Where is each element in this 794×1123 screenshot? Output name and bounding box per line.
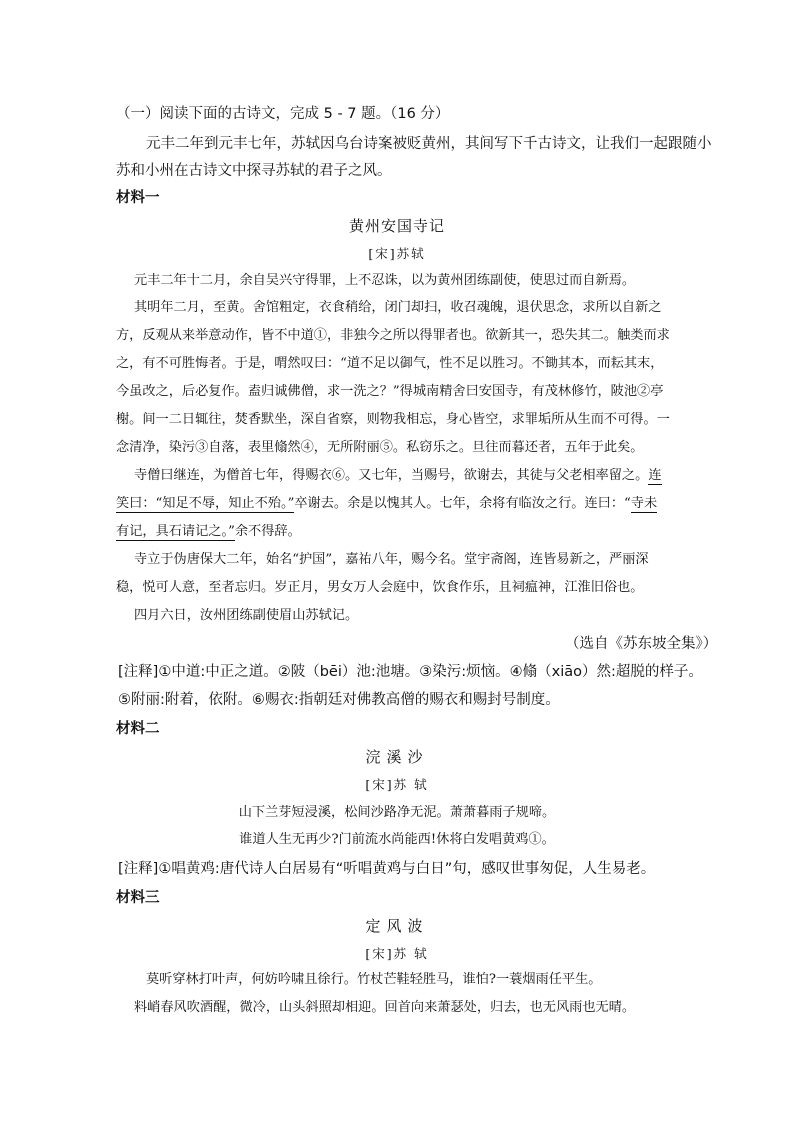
article-text: 余不得辞。 <box>234 524 301 539</box>
poem-line: 谁道人生无再少?门前流水尚能西!休将白发唱黄鸡①。 <box>239 832 555 847</box>
footnote-line: ⑤附丽:附着，依附。⑥赐衣:指朝廷对佛教高僧的赐衣和赐封号制度。 <box>118 692 560 708</box>
article-line: 其明年二月，至黄。舍馆粗定，衣食稍给，闭门却扫，收召魂魄，退伏思念，求所以自新之 <box>134 300 662 315</box>
material-label: 材料一 <box>116 190 160 206</box>
intro-paragraph-line: 苏和小州在古诗文中探寻苏轼的君子之风。 <box>116 163 392 179</box>
article-line: 榭。间一二日辄往，焚香默坐，深自省察，则物我相忘，身心皆空，求罪垢所从生而不可得。一 <box>116 412 670 427</box>
article-line: 念清净，染污③自落，表里翛然④，无所附丽⑤。私窃乐之。旦往而暮还者，五年于此矣。 <box>116 440 644 455</box>
underlined-text: 笑曰：“知足不辱，知止不殆。” <box>116 496 295 511</box>
article-author: [宋]苏轼 <box>368 246 426 261</box>
poem-title: 定风波 <box>365 917 429 935</box>
underlined-text: 连 <box>648 468 662 483</box>
poem-author: [宋]苏 轼 <box>365 946 429 961</box>
article-line <box>116 494 657 514</box>
material-label: 材料三 <box>116 890 160 906</box>
article-line: 寺立于伪唐保大二年，始名“护国”，嘉祐八年，赐今名。堂宇斋阁，连皆易新之，严丽深 <box>134 552 649 567</box>
source-citation: （选自《苏东坡全集》） <box>565 636 718 652</box>
material-label: 材料二 <box>116 721 160 737</box>
article-line <box>134 466 662 486</box>
article-text: 卒谢去。余是以愧其人。七年，余将有临汝之行。连曰：“ <box>294 496 631 511</box>
poem-line: 山下兰芽短浸溪，松间沙路净无泥。萧萧暮雨子规啼。 <box>238 805 556 820</box>
article-line: 元丰二年十二月，余自吴兴守得罪，上不忍诛，以为黄州团练副使，使思过而自新焉。 <box>134 273 636 288</box>
article-title: 黄州安国寺记 <box>348 217 445 235</box>
poem-title: 浣溪沙 <box>365 748 429 766</box>
poem-line: 料峭春风吹酒醒，微冷，山头斜照却相迎。回首向来萧瑟处，归去，也无风雨也无晴。 <box>134 1000 636 1015</box>
poem-author: [宋]苏 轼 <box>365 777 429 792</box>
underlined-text: 寺未 <box>630 496 658 511</box>
article-text: 寺僧曰继连，为僧首七年，得赐衣⑥。又七年，当赐号，欲谢去，其徒与父老相率留之。 <box>134 468 649 483</box>
article-signoff: 四月六日，汝州团练副使眉山苏轼记。 <box>134 608 359 623</box>
intro-paragraph-line: 元丰二年到元丰七年，苏轼因乌台诗案被贬黄州，其间写下千古诗文，让我们一起跟随小 <box>146 136 712 152</box>
section-heading: （一）阅读下面的古诗文，完成 5 - 7 题。（16 分） <box>116 106 450 122</box>
article-line: 之，有不可胜悔者。于是，喟然叹曰：“道不足以御气，性不足以胜习。不锄其本，而耘其末， <box>116 356 664 371</box>
footnote-line: [注释]①中道:中正之道。②陂（bēi）池:池塘。③染污:烦恼。④翛（xiāo）然:超脱的样子。 <box>118 664 703 680</box>
article-line: 今虽改之，后必复作。盍归诚佛僧，求一洗之？”得城南精舍曰安国寺，有茂林修竹，陂池②亭 <box>116 384 664 399</box>
poem-line: 莫听穿林打叶声，何妨吟啸且徐行。竹杖芒鞋轻胜马，谁怕?一蓑烟雨任平生。 <box>146 972 602 987</box>
article-line: 稳，悦可人意，至者忘归。岁正月，男女万人会庭中，饮食作乐，且祠瘟神，江淮旧俗也。 <box>116 580 644 595</box>
underlined-text: 有记，具石请记之。” <box>116 524 235 539</box>
article-line <box>116 522 301 542</box>
footnote-line: [注释]①唱黄鸡:唐代诗人白居易有“听唱黄鸡与白日”句，感叹世事匆促，人生易老。 <box>118 861 656 877</box>
article-line: 方，反观从来举意动作，皆不中道①，非独今之所以得罪者也。欲新其一，恐失其二。触类而求 <box>116 328 670 343</box>
